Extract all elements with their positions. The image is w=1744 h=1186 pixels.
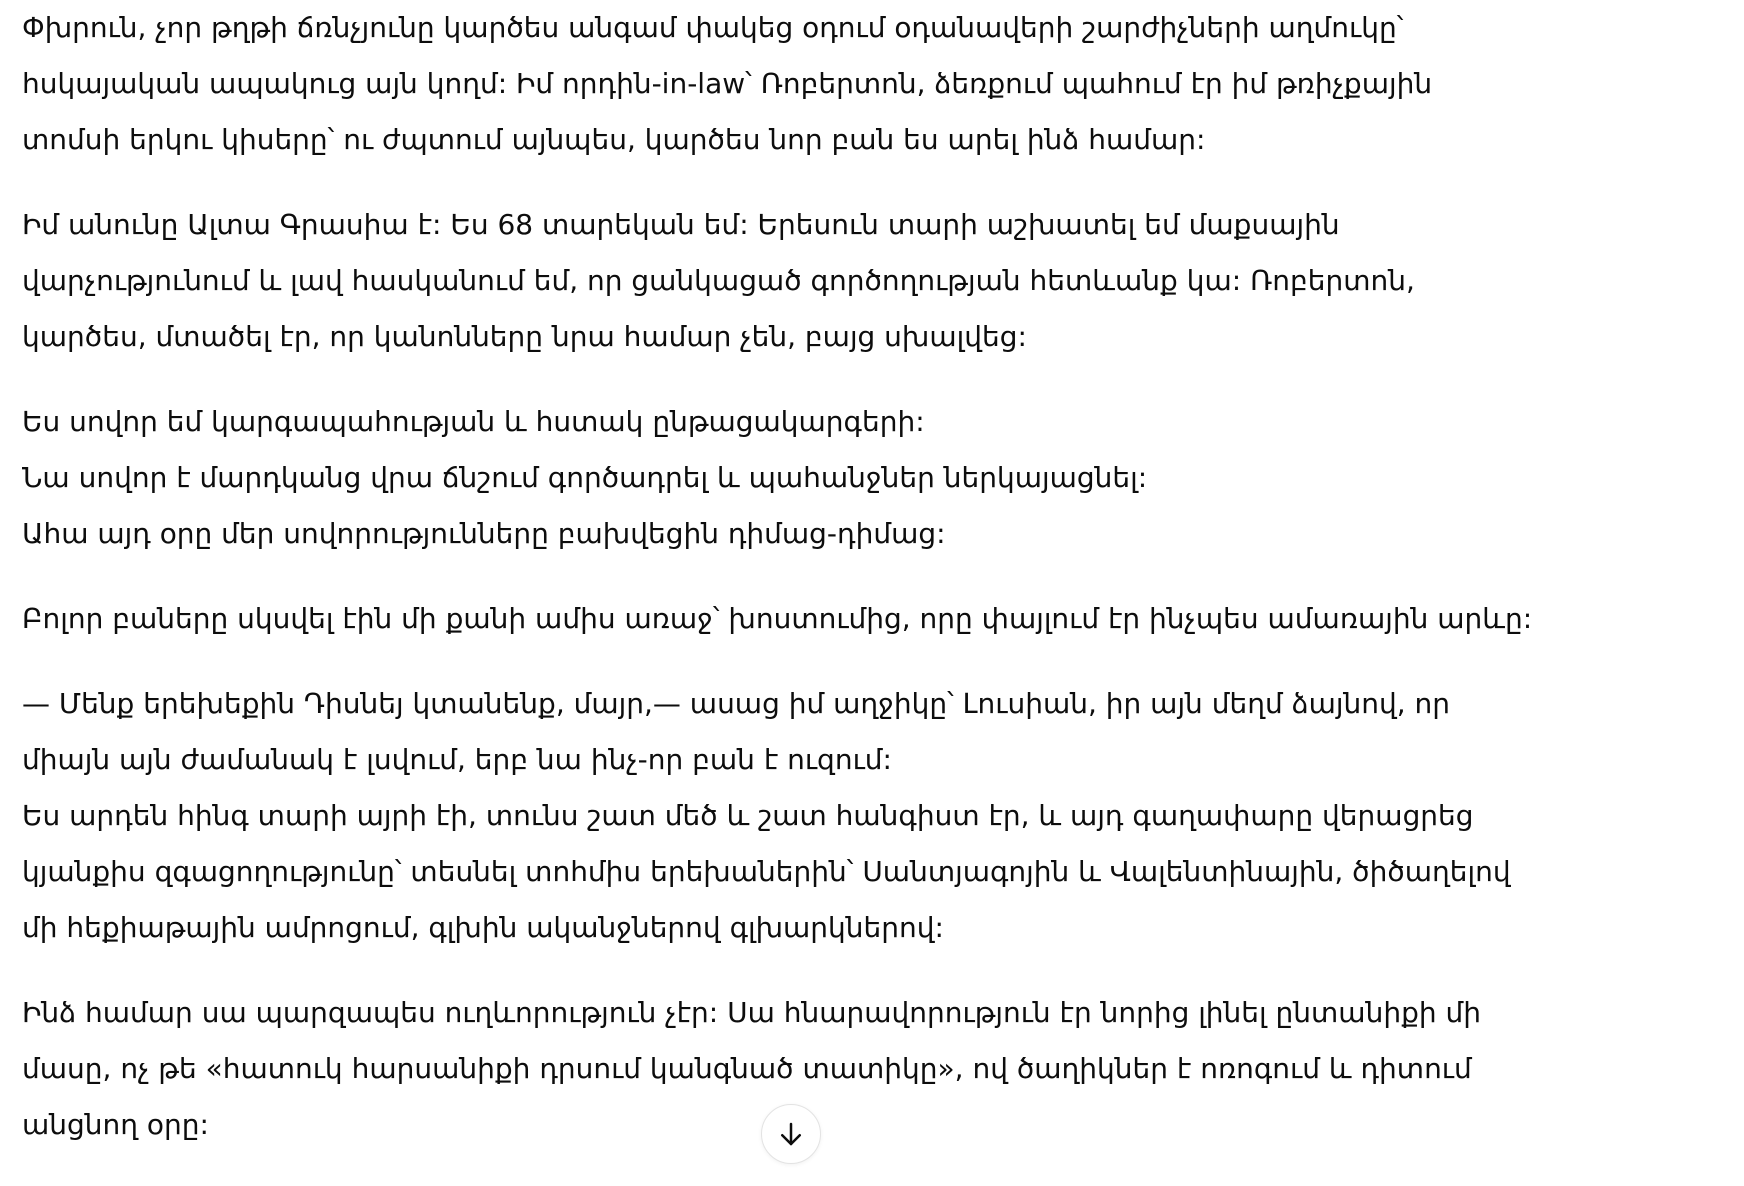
text-line: Ահա այդ օրը մեր սովորությունները բախվեցին դիմաց-դիմաց: [22,517,946,550]
text-line: անցնող օրը: [22,1108,209,1141]
message-paragraph [22,0,1622,168]
arrow-down-icon [776,1119,806,1149]
text-line: Իմ անունը Ալտա Գրասիա է: Ես 68 տարեկան եմ: Երեսուն տարի աշխատել եմ մաքսային [22,208,1340,241]
text-line: մասը, ոչ թե «հատուկ հարսանիքի դրսում կանգնած տատիկը», ով ծաղիկներ է ոռոգում և դիտում [22,1052,1472,1085]
text-line: Նա սովոր է մարդկանց վրա ճնշում գործադրել և պահանջներ ներկայացնել: [22,461,1148,494]
text-line: Ես արդեն հինգ տարի այրի էի, տունս շատ մեծ և շատ հանգիստ էր, և այդ գաղափարը վերացրեց [22,799,1474,832]
message-paragraph [22,985,1622,1153]
message-paragraph [22,591,1622,647]
text-line: միայն այն ժամանակ է լսվում, երբ նա ինչ-որ բան է ուզում: [22,743,892,776]
message-paragraph [22,197,1622,365]
text-line: հսկայական ապակուց այն կողմ: Իմ որդին-in-law՝ Ռոբերտոն, ձեռքում պահում էր իմ թռիչքային [22,67,1433,100]
text-line: կարծես, մտածել էր, որ կանոնները նրա համար չեն, բայց սխալվեց: [22,320,1027,353]
text-line: տոմսի երկու կիսերը՝ ու ժպտում այնպես, կարծես նոր բան ես արել ինձ համար: [22,123,1206,156]
scroll-to-bottom-button[interactable] [761,1104,821,1164]
text-line: վարչությունում և լավ հասկանում եմ, որ ցանկացած գործողության հետևանք կա: Ռոբերտոն, [22,264,1415,297]
text-line: կյանքիս զգացողությունը՝ տեսնել տոհմիս երեխաներին՝ Սանտյագոյին և Վալենտինային, ծիծաղելով [22,855,1511,888]
text-line: Ինձ համար սա պարզապես ուղևորություն չէր: Սա հնարավորություն էր նորից լինել ընտանիքի մի [22,996,1482,1029]
text-line: Ես սովոր եմ կարգապահության և հստակ ընթացակարգերի: [22,405,925,438]
text-line: մի հեքիաթային ամրոցում, գլխին ականջներով գլխարկներով: [22,911,944,944]
text-line: Փխրուն, չոր թղթի ճռնչյունը կարծես անգամ փակեց օդում օդանավերի շարժիչների աղմուկը՝ [22,11,1404,44]
message-paragraph [22,676,1622,956]
message-paragraph [22,394,1622,562]
assistant-message [22,0,1622,1182]
text-line: — Մենք երեխեքին Դիսնեյ կտանենք, մայր,— ասաց իմ աղջիկը՝ Լուսիան, իր այն մեղմ ձայնով, որ [22,687,1451,720]
text-line: Բոլոր բաները սկսվել էին մի քանի ամիս առաջ՝ խոստումից, որը փայլում էր ինչպես ամառային արևը: [22,602,1533,635]
